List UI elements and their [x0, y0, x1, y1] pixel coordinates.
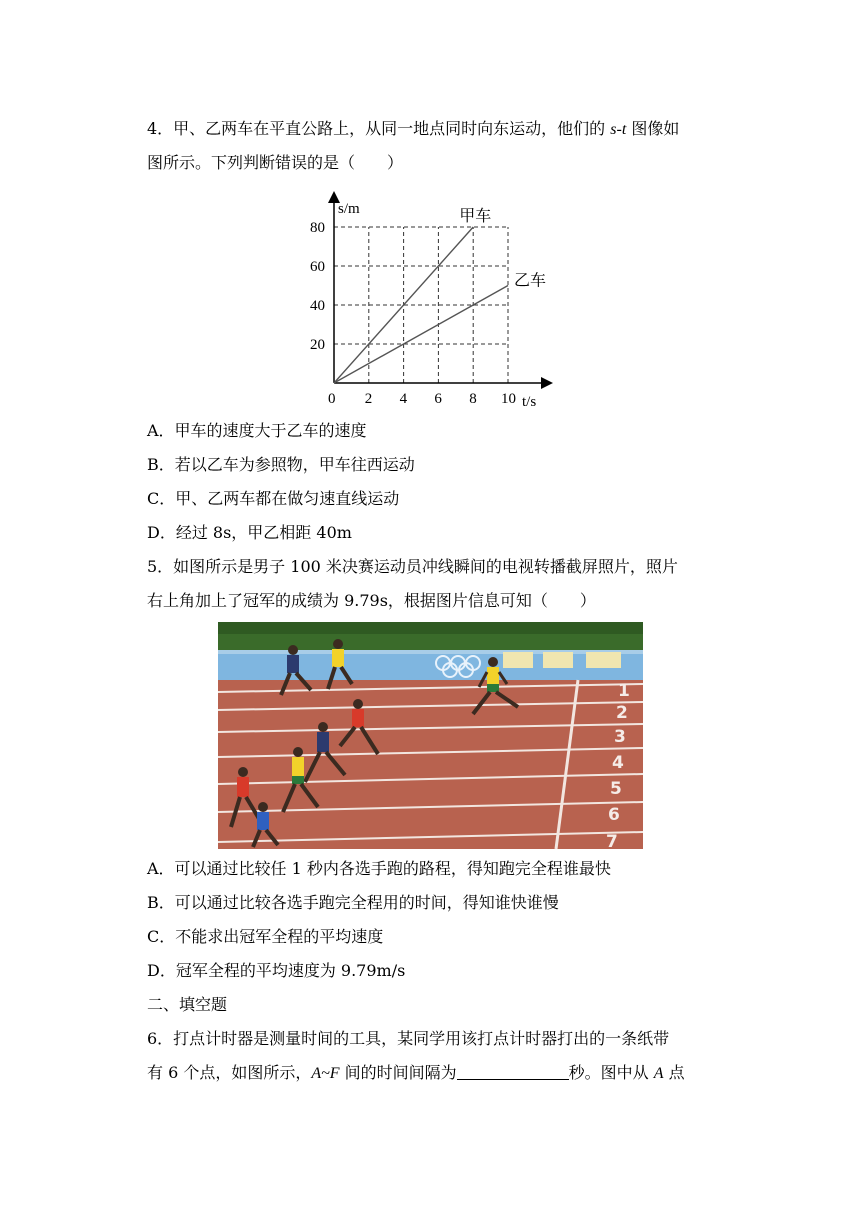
- lane-number: 7: [606, 832, 618, 849]
- q5-option-b: B．可以通过比较各选手跑完全程用的时间，得知谁快谁慢: [147, 893, 559, 912]
- y-tick-label: 60: [310, 259, 325, 275]
- lane-number: 3: [614, 727, 626, 747]
- series-label: 乙车: [514, 270, 547, 290]
- q6-text: 有 6 个点，如图所示，: [147, 1063, 312, 1082]
- x-tick-label: 0: [328, 391, 336, 407]
- q4-stem-text: 4．甲、乙两车在平直公路上，从同一地点同时向东运动，他们的: [147, 119, 611, 138]
- q6-text: 点: [663, 1063, 685, 1082]
- y-axis-label: s/m: [338, 201, 360, 217]
- q4-option-b: B．若以乙车为参照物，甲车往西运动: [147, 455, 415, 474]
- section-title-fill-in: 二、填空题: [147, 995, 228, 1014]
- series-label: 甲车: [459, 206, 492, 225]
- q4-option-c: C．甲、乙两车都在做匀速直线运动: [147, 489, 400, 508]
- q4-stem-text-end: 图像如: [626, 119, 680, 138]
- y-tick-label: 80: [310, 220, 325, 236]
- x-tick-label: 10: [501, 391, 516, 407]
- lane-number: 6: [608, 805, 620, 825]
- x-tick-label: 4: [399, 391, 408, 407]
- x-tick-label: 8: [469, 391, 477, 407]
- q5-option-c: C．不能求出冠军全程的平均速度: [147, 927, 384, 946]
- q6-stem-line1: 6．打点计时器是测量时间的工具，某同学用该打点计时器打出的一条纸带: [147, 1029, 670, 1048]
- graph-grid: [334, 227, 508, 383]
- race-finish-photo: [218, 622, 643, 849]
- q5-stem-line2: 右上角加上了冠军的成绩为 9.79s，根据图片信息可知（ ）: [147, 591, 596, 610]
- q6-text: 秒。图中从: [568, 1063, 654, 1082]
- q4-stem-line2: 图所示。下列判断错误的是（ ）: [147, 153, 404, 172]
- y-tick-label: 20: [310, 337, 325, 353]
- x-tick-label: 6: [434, 391, 442, 407]
- q6-answer-blank[interactable]: [457, 1063, 569, 1080]
- q4-option-d: D．经过 8s，甲乙相距 40m: [147, 523, 352, 542]
- q4-option-a: A．甲车的速度大于乙车的速度: [147, 421, 367, 440]
- q6-stem-line2: [147, 1062, 685, 1085]
- lane-number: 2: [616, 703, 628, 723]
- st-graph: [300, 186, 560, 416]
- series-line-2: [334, 286, 508, 384]
- q4-variable-st: s-t: [610, 121, 627, 138]
- q6-text: 间的时间间隔为: [339, 1063, 457, 1082]
- x-tick-label: 2: [364, 391, 373, 407]
- q5-stem-line1: 5．如图所示是男子 100 米决赛运动员冲线瞬间的电视转播截屏照片，照片: [147, 557, 678, 576]
- y-tick-label: 40: [310, 298, 325, 314]
- lane-number: 1: [618, 681, 630, 701]
- lane-number: 5: [610, 779, 622, 799]
- x-axis-label: t/s: [522, 394, 537, 410]
- q5-option-a: A．可以通过比较任 1 秒内各选手跑的路程，得知跑完全程谁最快: [147, 859, 611, 878]
- q6-variable-a: A: [653, 1065, 664, 1082]
- q6-variable-af: A~F: [311, 1065, 340, 1082]
- q4-stem-line1: [147, 118, 679, 141]
- lane-number: 4: [612, 753, 624, 773]
- q5-option-d: D．冠军全程的平均速度为 9.79m/s: [147, 961, 406, 980]
